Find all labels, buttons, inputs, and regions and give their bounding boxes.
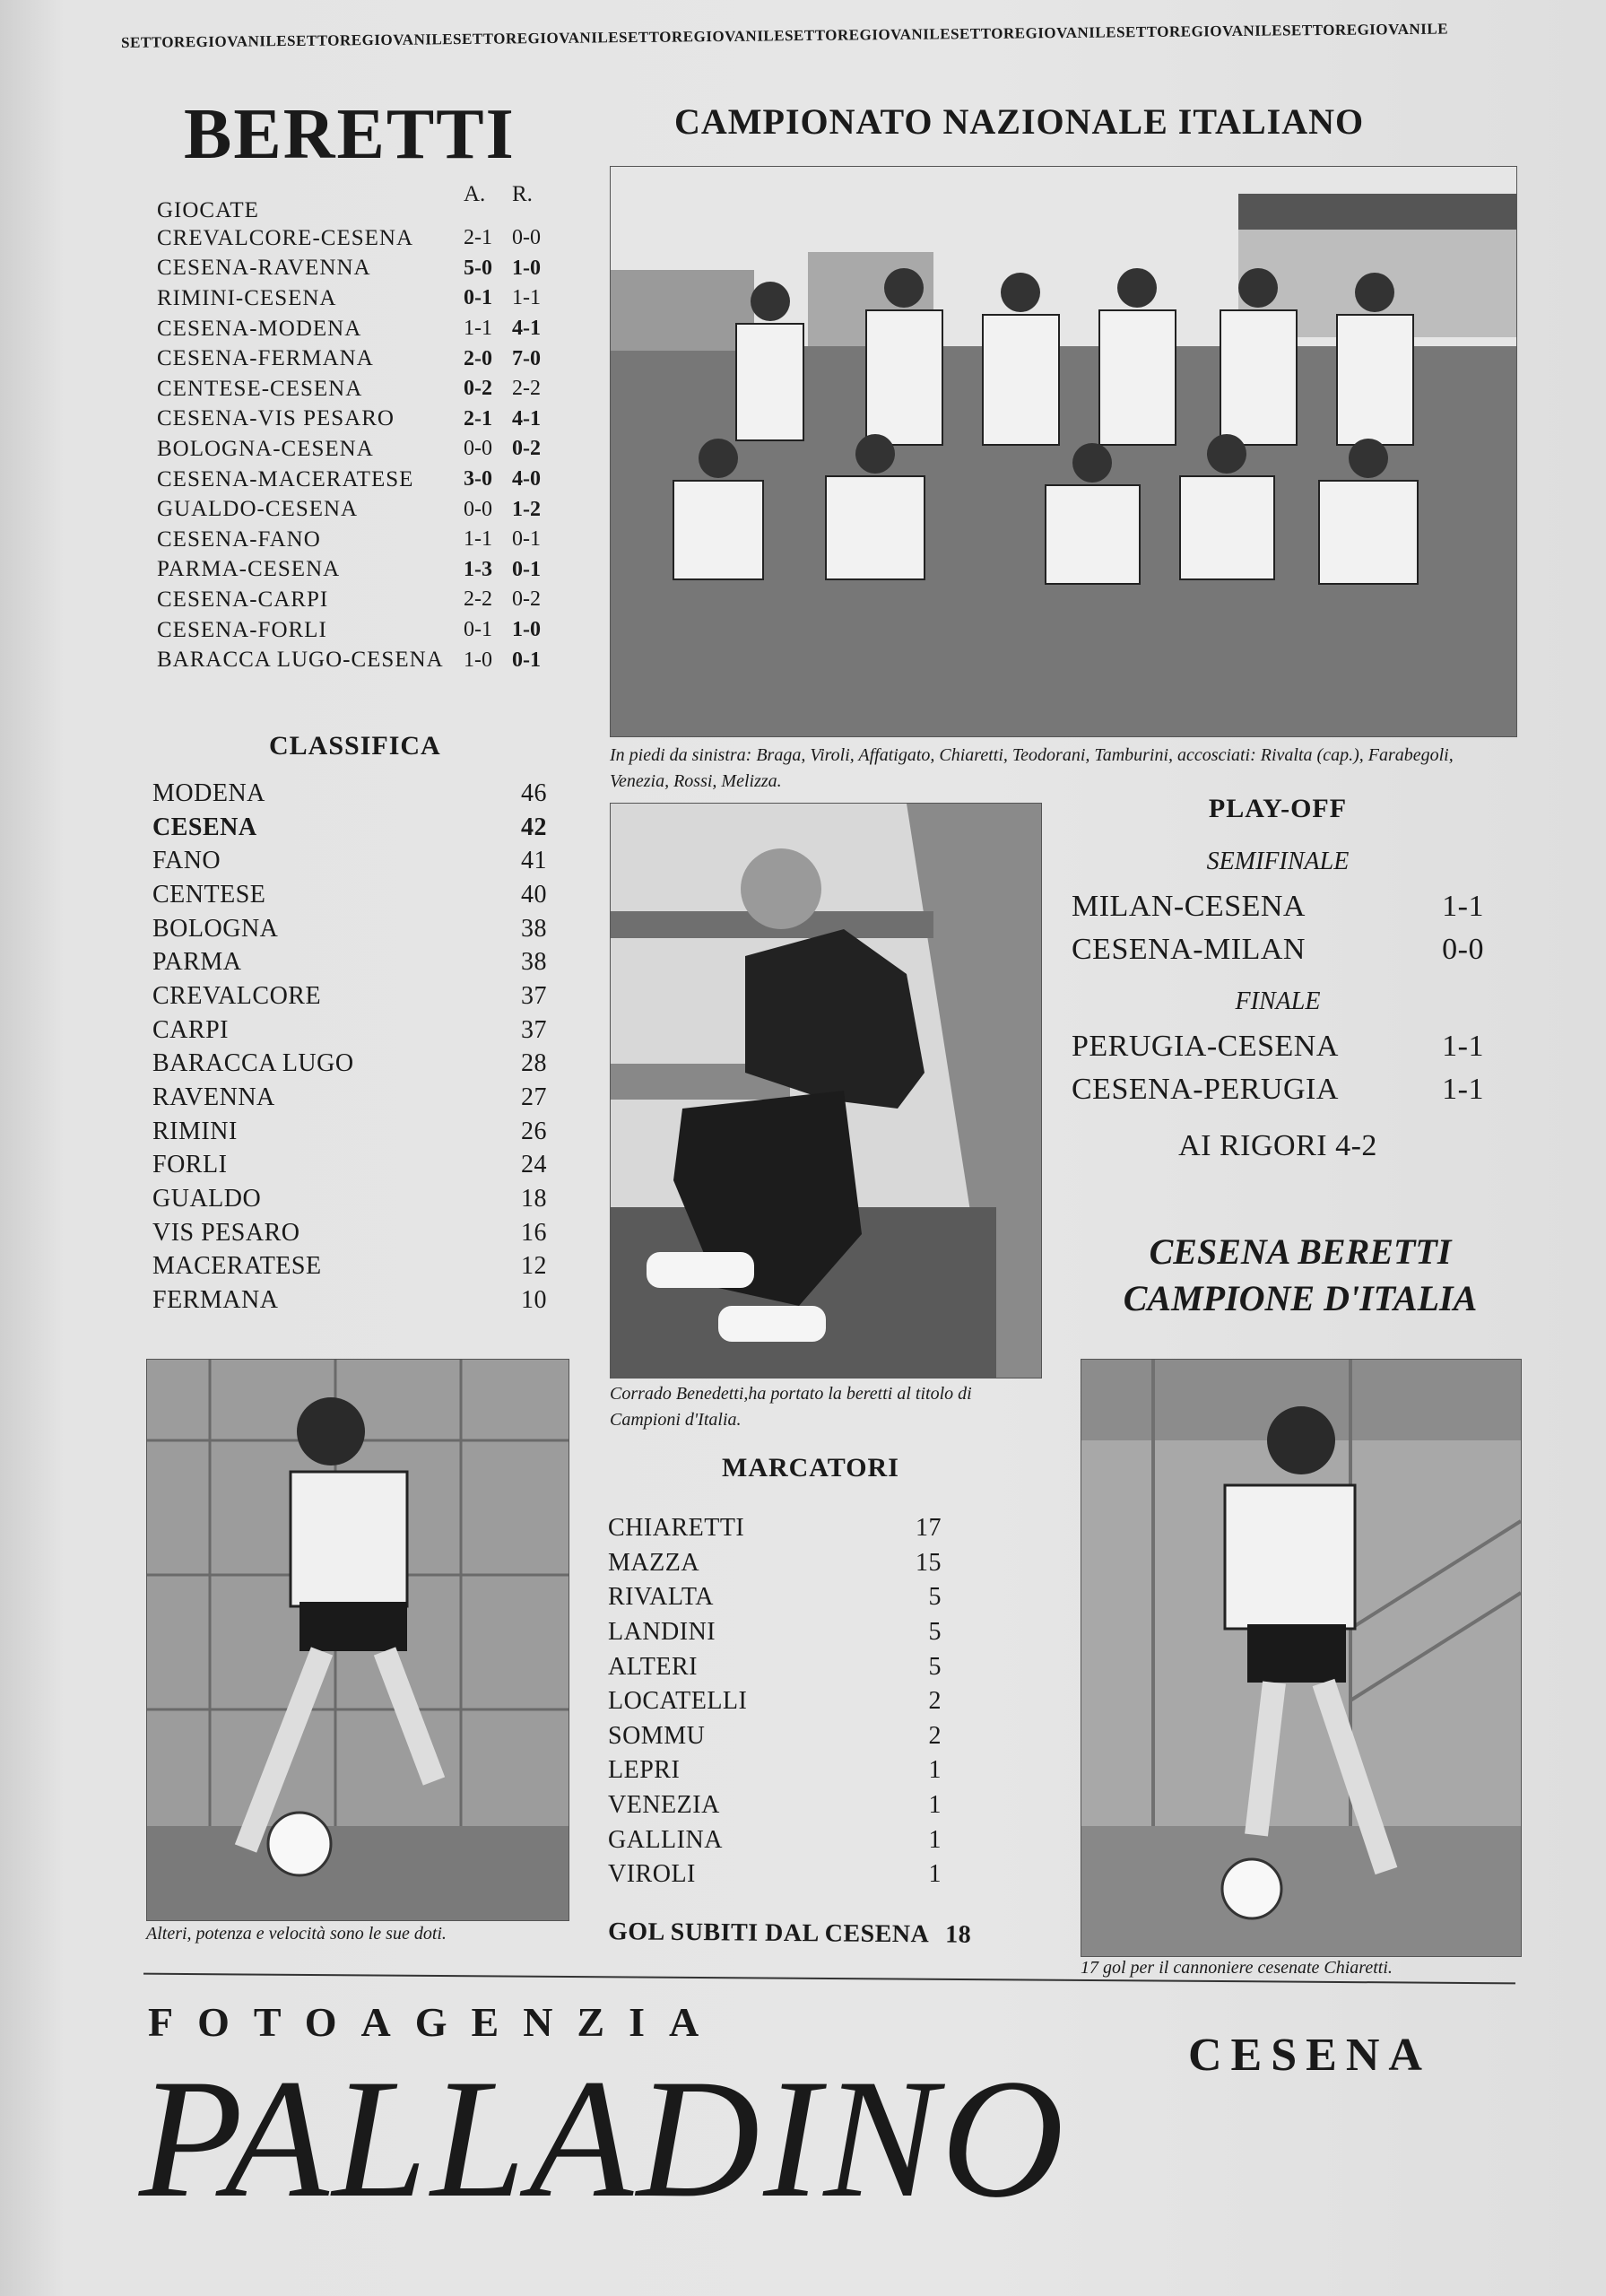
standings-points: 40 xyxy=(521,880,547,909)
col-ritorno: R. xyxy=(512,182,533,206)
scorer-goals: 2 xyxy=(928,1721,942,1750)
result-row xyxy=(157,283,560,314)
result-match: CESENA-MACERATESE xyxy=(157,466,414,491)
playoff-row xyxy=(1072,1025,1484,1068)
playoff-section xyxy=(1072,794,1484,1163)
team-photo xyxy=(610,166,1517,737)
scorer-row xyxy=(608,1684,942,1719)
scorer-row xyxy=(608,1753,942,1788)
scorer-name: LOCATELLI xyxy=(608,1687,748,1716)
page-subtitle: CAMPIONATO NAZIONALE ITALIANO xyxy=(674,101,1365,142)
standings-title: CLASSIFICA xyxy=(269,731,441,761)
chiaretti-photo xyxy=(1081,1359,1522,1957)
result-match: CREVALCORE-CESENA xyxy=(157,225,414,250)
standings-team: FORLI xyxy=(152,1151,228,1179)
standings-table xyxy=(152,777,547,1318)
semifinal-label: SEMIFINALE xyxy=(1206,848,1350,875)
standings-row xyxy=(152,979,547,1013)
scorers-table xyxy=(608,1511,942,1892)
chiaretti-photo-caption: 17 gol per il cannoniere cesenate Chiaretti. xyxy=(1081,1958,1393,1978)
result-andata: 1-0 xyxy=(464,648,492,672)
standings-row xyxy=(152,1283,547,1318)
playoff-match: CESENA-MILAN xyxy=(1072,933,1306,966)
standings-row xyxy=(152,1149,547,1183)
result-row xyxy=(157,434,560,465)
standings-points: 28 xyxy=(521,1049,547,1078)
alteri-photo xyxy=(146,1359,569,1921)
result-ritorno: 4-1 xyxy=(512,317,541,341)
result-row xyxy=(157,585,560,615)
result-match: CESENA-FERMANA xyxy=(157,346,374,371)
result-match: GUALDO-CESENA xyxy=(157,497,359,522)
result-row xyxy=(157,374,560,404)
ad-brand: PALLADINO xyxy=(139,2045,1068,2233)
section-banner: SETTOREGIOVANILESETTOREGIOVANILESETTOREGIOVANILESETTOREGIOVANILESETTOREGIOVANILESETTOREGIOVANILESETTOREGIOVANILESETTOREGIOVANILE xyxy=(121,20,1449,51)
result-match: RIMINI-CESENA xyxy=(157,285,337,310)
playoff-score: 0-0 xyxy=(1442,933,1484,966)
standings-points: 27 xyxy=(521,1083,547,1112)
result-match: PARMA-CESENA xyxy=(157,557,341,582)
scorer-name: ALTERI xyxy=(608,1652,698,1681)
scorer-name: RIVALTA xyxy=(608,1583,714,1612)
result-ritorno: 1-2 xyxy=(512,497,541,521)
scorer-name: VIROLI xyxy=(608,1860,696,1889)
final-rows xyxy=(1072,1025,1484,1111)
standings-team: FERMANA xyxy=(152,1286,279,1315)
champion-line1: CESENA BERETTI xyxy=(1149,1231,1452,1272)
result-ritorno: 2-2 xyxy=(512,377,541,401)
standings-row xyxy=(152,844,547,878)
playoff-row xyxy=(1072,928,1484,971)
scorer-goals: 2 xyxy=(928,1687,942,1716)
result-ritorno: 0-2 xyxy=(512,437,541,461)
scorer-row xyxy=(608,1788,942,1823)
result-andata: 1-3 xyxy=(464,557,492,581)
standings-team: CESENA xyxy=(152,813,257,841)
playoff-match: MILAN-CESENA xyxy=(1072,890,1306,923)
result-ritorno: 1-0 xyxy=(512,256,541,280)
standings-team: BARACCA LUGO xyxy=(152,1049,354,1078)
scorer-goals: 15 xyxy=(916,1548,942,1577)
coach-photo xyxy=(610,803,1042,1378)
result-andata: 2-2 xyxy=(464,587,492,612)
playoff-row xyxy=(1072,1068,1484,1111)
result-ritorno: 1-0 xyxy=(512,618,541,642)
scorer-row xyxy=(608,1511,942,1546)
conceded-value: 18 xyxy=(945,1920,972,1949)
result-match: CESENA-CARPI xyxy=(157,587,329,612)
result-row xyxy=(157,465,560,495)
standings-row xyxy=(152,777,547,811)
standings-row xyxy=(152,912,547,946)
playoff-score: 1-1 xyxy=(1442,890,1484,923)
scorer-goals: 5 xyxy=(928,1618,942,1647)
scorer-row xyxy=(608,1615,942,1650)
standings-row xyxy=(152,1115,547,1149)
scorer-goals: 17 xyxy=(916,1514,942,1543)
champion-line2: CAMPIONE D'ITALIA xyxy=(1123,1278,1478,1318)
standings-points: 16 xyxy=(521,1218,547,1247)
standings-row xyxy=(152,1250,547,1284)
result-andata: 0-0 xyxy=(464,437,492,461)
result-row xyxy=(157,223,560,254)
chiaretti-photo-illustration xyxy=(1081,1360,1521,1956)
result-row xyxy=(157,344,560,374)
scorer-goals: 1 xyxy=(928,1756,942,1785)
result-row xyxy=(157,404,560,435)
standings-team: CARPI xyxy=(152,1015,229,1044)
result-andata: 0-0 xyxy=(464,497,492,521)
standings-points: 18 xyxy=(521,1185,547,1213)
result-ritorno: 0-1 xyxy=(512,648,541,672)
results-table xyxy=(157,184,560,675)
scorer-name: LEPRI xyxy=(608,1756,681,1785)
result-ritorno: 7-0 xyxy=(512,346,541,370)
standings-row xyxy=(152,878,547,912)
result-match: CENTESE-CESENA xyxy=(157,376,363,401)
scorer-name: CHIARETTI xyxy=(608,1514,745,1543)
coach-photo-illustration xyxy=(611,804,1041,1378)
standings-row xyxy=(152,1216,547,1250)
standings-points: 37 xyxy=(521,1015,547,1044)
standings-row xyxy=(152,1013,547,1048)
result-ritorno: 4-1 xyxy=(512,406,541,430)
results-label: GIOCATE xyxy=(157,198,259,222)
alteri-photo-illustration xyxy=(147,1360,569,1920)
scorer-name: SOMMU xyxy=(608,1721,706,1750)
results-rows xyxy=(157,223,560,675)
scorer-goals: 5 xyxy=(928,1652,942,1681)
standings-row xyxy=(152,1048,547,1082)
standings-team: CENTESE xyxy=(152,880,266,909)
scorer-goals: 5 xyxy=(928,1583,942,1612)
page-title: BERETTI xyxy=(184,95,516,174)
scorer-goals: 1 xyxy=(928,1825,942,1854)
final-label: FINALE xyxy=(1235,987,1321,1015)
scorer-row xyxy=(608,1546,942,1581)
standings-points: 38 xyxy=(521,914,547,943)
playoff-title: PLAY-OFF xyxy=(1208,794,1348,823)
standings-team: GUALDO xyxy=(152,1185,262,1213)
standings-points: 38 xyxy=(521,948,547,977)
scorer-name: MAZZA xyxy=(608,1548,700,1577)
result-row xyxy=(157,525,560,555)
result-andata: 2-1 xyxy=(464,406,492,430)
standings-team: RAVENNA xyxy=(152,1083,275,1112)
playoff-match: PERUGIA-CESENA xyxy=(1072,1030,1339,1063)
playoff-score: 1-1 xyxy=(1442,1073,1484,1106)
result-ritorno: 4-0 xyxy=(512,467,541,491)
result-andata: 5-0 xyxy=(464,256,492,280)
standings-points: 42 xyxy=(521,813,547,841)
scorer-name: GALLINA xyxy=(608,1825,723,1854)
col-andata: A. xyxy=(464,182,486,206)
standings-team: MACERATESE xyxy=(152,1252,322,1281)
ad-city: CESENA xyxy=(1188,2030,1431,2081)
result-row xyxy=(157,254,560,284)
standings-row xyxy=(152,1081,547,1115)
standings-points: 41 xyxy=(521,847,547,875)
standings-team: VIS PESARO xyxy=(152,1218,300,1247)
champion-headline xyxy=(1072,1229,1529,1322)
penalties-result: AI RIGORI 4-2 xyxy=(1178,1129,1377,1162)
standings-team: PARMA xyxy=(152,948,242,977)
standings-team: RIMINI xyxy=(152,1117,238,1145)
semifinal-rows xyxy=(1072,885,1484,971)
result-row xyxy=(157,645,560,675)
result-ritorno: 0-1 xyxy=(512,527,541,552)
scorer-row xyxy=(608,1822,942,1857)
standings-row xyxy=(152,1182,547,1216)
playoff-row xyxy=(1072,885,1484,928)
result-match: CESENA-RAVENNA xyxy=(157,256,371,281)
result-ritorno: 0-2 xyxy=(512,587,541,612)
standings-row xyxy=(152,945,547,979)
standings-points: 24 xyxy=(521,1151,547,1179)
scorer-row xyxy=(608,1580,942,1615)
scorer-goals: 1 xyxy=(928,1791,942,1820)
result-andata: 0-1 xyxy=(464,618,492,642)
standings-team: BOLOGNA xyxy=(152,914,279,943)
scorer-goals: 1 xyxy=(928,1860,942,1889)
conceded-label: GOL SUBITI DAL CESENA xyxy=(607,1918,928,1949)
standings-points: 46 xyxy=(521,778,547,807)
result-match: CESENA-FANO xyxy=(157,526,321,552)
standings-team: FANO xyxy=(152,847,221,875)
standings-team: CREVALCORE xyxy=(152,981,322,1010)
conceded-goals xyxy=(608,1918,972,1950)
standings-team: MODENA xyxy=(152,778,265,807)
result-andata: 2-1 xyxy=(464,226,492,250)
alteri-photo-caption: Alteri, potenza e velocità sono le sue doti. xyxy=(146,1924,447,1944)
result-ritorno: 1-1 xyxy=(512,286,541,310)
result-match: CESENA-MODENA xyxy=(157,316,362,341)
results-header xyxy=(157,184,560,223)
result-match: CESENA-VIS PESARO xyxy=(157,406,395,431)
team-photo-illustration xyxy=(611,167,1516,736)
result-match: BARACCA LUGO-CESENA xyxy=(157,648,444,673)
playoff-score: 1-1 xyxy=(1442,1030,1484,1063)
result-match: CESENA-FORLI xyxy=(157,617,327,642)
result-match: BOLOGNA-CESENA xyxy=(157,436,374,461)
scorer-row xyxy=(608,1649,942,1684)
result-ritorno: 0-0 xyxy=(512,226,541,250)
result-row xyxy=(157,494,560,525)
result-andata: 0-2 xyxy=(464,377,492,401)
standings-points: 26 xyxy=(521,1117,547,1145)
result-row xyxy=(157,314,560,344)
standings-points: 37 xyxy=(521,981,547,1010)
result-andata: 1-1 xyxy=(464,527,492,552)
scorers-title: MARCATORI xyxy=(722,1453,899,1483)
result-andata: 3-0 xyxy=(464,467,492,491)
scorer-name: VENEZIA xyxy=(608,1791,720,1820)
scorer-row xyxy=(608,1857,942,1892)
result-andata: 2-0 xyxy=(464,346,492,370)
scorer-name: LANDINI xyxy=(608,1618,716,1647)
result-row xyxy=(157,555,560,586)
result-ritorno: 0-1 xyxy=(512,557,541,581)
result-andata: 0-1 xyxy=(464,286,492,310)
result-andata: 1-1 xyxy=(464,317,492,341)
standings-points: 12 xyxy=(521,1252,547,1281)
playoff-match: CESENA-PERUGIA xyxy=(1072,1073,1339,1106)
scorer-row xyxy=(608,1719,942,1754)
ad-line1: FOTOAGENZIA xyxy=(148,1999,724,2045)
standings-row xyxy=(152,811,547,845)
coach-photo-caption: Corrado Benedetti,ha portato la beretti al titolo di Campioni d'Italia. xyxy=(610,1384,972,1430)
team-photo-caption: In piedi da sinistra: Braga, Viroli, Affatigato, Chiaretti, Teodorani, Tamburini, accosciati: Rivalta (cap.), Farabegoli, Venezia, Rossi, Melizza. xyxy=(610,745,1454,791)
standings-points: 10 xyxy=(521,1286,547,1315)
result-row xyxy=(157,615,560,646)
